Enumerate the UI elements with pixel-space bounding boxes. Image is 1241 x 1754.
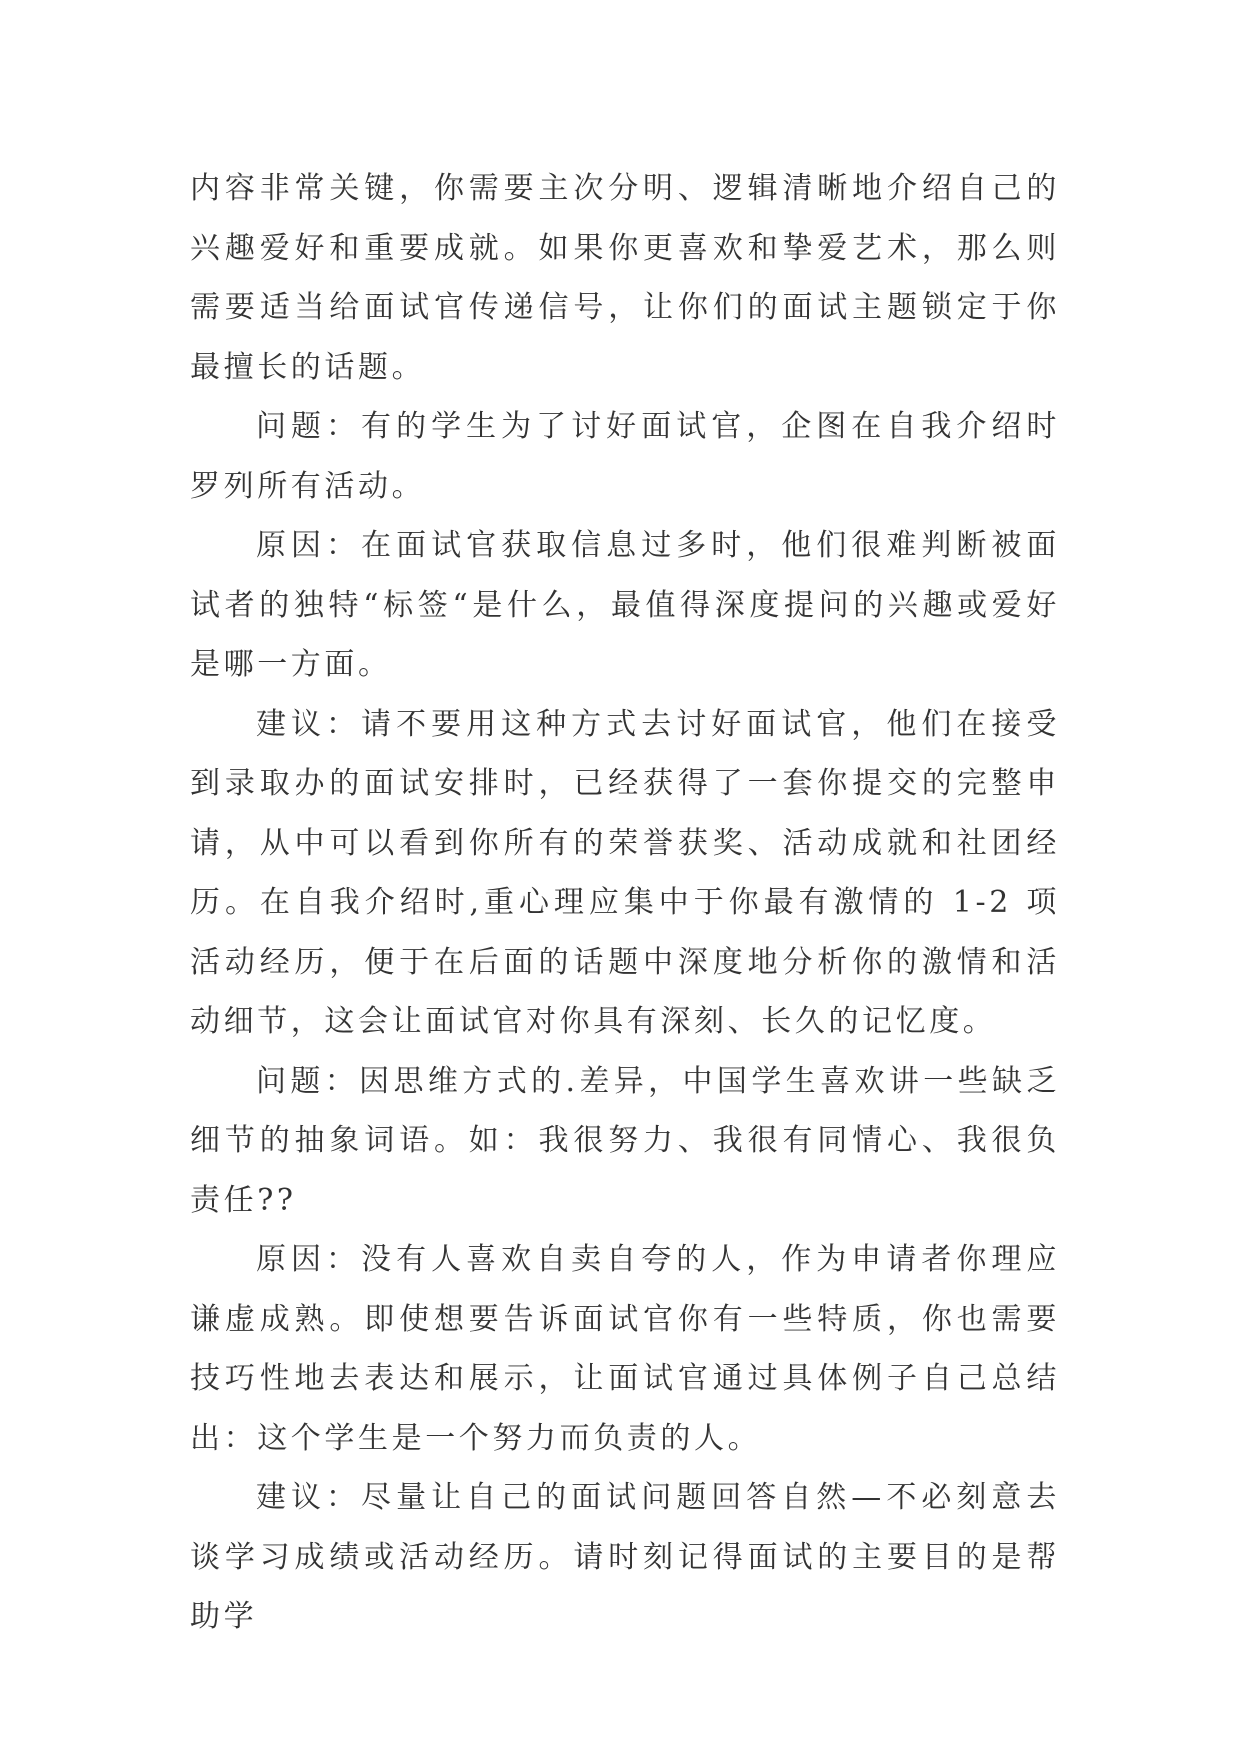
paragraph-advice-1: 建议：请不要用这种方式去讨好面试官，他们在接受到录取办的面试安排时，已经获得了一套你提交的完整申请，从中可以看到你所有的荣誉获奖、活动成就和社团经历。在自我介绍时,重心理应集中于你最有激情的 1-2 项活动经历，便于在后面的话题中深度地分析你的激情和活动细节，这会让面试官对你具有深刻、长久的记忆度。 bbox=[190, 706, 1060, 1039]
paragraph-problem-2: 问题：因思维方式的.差异，中国学生喜欢讲一些缺乏细节的抽象词语。如：我很努力、我很有同情心、我很负责任?? bbox=[190, 1063, 1060, 1218]
paragraph-intro: 内容非常关键，你需要主次分明、逻辑清晰地介绍自己的兴趣爱好和重要成就。如果你更喜欢和挚爱艺术，那么则需要适当给面试官传递信号，让你们的面试主题锁定于你最擅长的话题。 bbox=[190, 171, 1060, 385]
paragraph-problem-1: 问题：有的学生为了讨好面试官，企图在自我介绍时罗列所有活动。 bbox=[190, 409, 1060, 504]
document-body bbox=[190, 159, 1060, 1647]
paragraph-advice-2: 建议：尽量让自己的面试问题回答自然—不必刻意去谈学习成绩或活动经历。请时刻记得面试的主要目的是帮助学 bbox=[190, 1480, 1060, 1634]
paragraph-reason-1: 原因：在面试官获取信息过多时，他们很难判断被面试者的独特“标签“是什么，最值得深度提问的兴趣或爱好是哪一方面。 bbox=[190, 528, 1060, 682]
paragraph-reason-2: 原因：没有人喜欢自卖自夸的人，作为申请者你理应谦虚成熟。即使想要告诉面试官你有一些特质，你也需要技巧性地去表达和展示，让面试官通过具体例子自己总结出：这个学生是一个努力而负责的人。 bbox=[190, 1242, 1060, 1456]
